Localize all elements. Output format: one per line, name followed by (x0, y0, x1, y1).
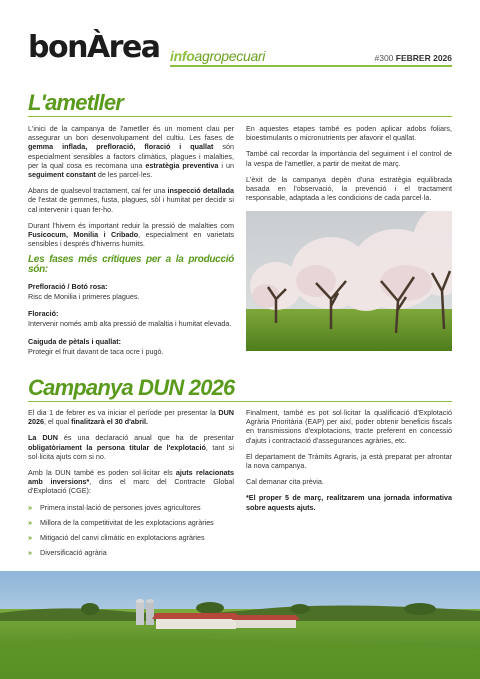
phase-title: Floració: (28, 309, 59, 319)
dun-right-column (246, 408, 452, 519)
section-title-dun: Campanya DUN 2026 (28, 375, 235, 400)
section-title-ametller: L'ametller (28, 90, 124, 115)
farm-photo (0, 571, 480, 679)
bonarea-logo: bonÀrea (28, 30, 160, 65)
page-header (0, 0, 480, 80)
header-rule (170, 65, 452, 67)
ametller-paragraph: L'inici de la campanya de l'ametller és un moment clau per assegurar un bon desenvolupament del cultiu. Les fases de gemma inflada, prefloració, floració i quallat són especialment sensibles a factors climàtics, plagues i malalties, per la qual cosa es recomana una estratègia preventiva i un seguiment constant de les parcel·les. (28, 124, 234, 180)
dun-paragraph: La DUN és una declaració anual que ha de presentar obligatòriament la persona titular de l'explotació, tant si sol·licita ajuts com si no. (28, 433, 234, 461)
ametller-paragraph: Durant l'hivern és important reduir la pressió de malalties com Fusicocum, Monilia i Cribado, especialment en varietats sensibles i després d'hiverns humits. (28, 220, 234, 249)
aid-list-item: » Diversificació agrària (28, 548, 234, 557)
section-rule (28, 116, 452, 117)
phase-title: Prefloració / Botó rosa: (28, 281, 108, 291)
section-rule-2 (28, 401, 452, 402)
dun-paragraph: Finalment, també es pot sol·licitar la qualificació d'Explotació Agrària Prioritària (EAP) per així, poder obtenir beneficis fiscals en transmissions d'explotacions, tracte preferent en concessió d'ajuts i contractació d'assegurances agràries, etc. (246, 408, 452, 445)
critical-phases-heading: Les fases més crítiques per a la producció són: (28, 254, 234, 275)
brand-suffix: agropecuari (194, 48, 266, 64)
aid-list-item: » Mitigació del canvi climàtic en explotacions agràries (28, 533, 234, 542)
issue-number: #300 (374, 53, 394, 63)
ametller-paragraph: En aquestes etapes també es poden aplicar adobs foliars, bioestimulants o micronutrients per afavorir el quallat. (246, 124, 452, 143)
ametller-paragraph: També cal recordar la importància del seguiment i el control de la vespa de l'ametller, a partir de meitat de març. (246, 149, 452, 168)
ametller-paragraph: Abans de qualsevol tractament, cal fer una inspecció detallada de l'estat de gemmes, fusta, plagues, sòl i humitat per decidir si cal intervenir i quan fer-ho. (28, 186, 234, 214)
newsletter-brand (170, 48, 265, 64)
aid-list-item: » Primera instal·lació de persones joves agricultores (28, 503, 234, 512)
ametller-left-column (28, 124, 234, 364)
dun-paragraph: Amb la DUN també es poden sol·licitar els ajuts relacionats amb inversions*, dins el marc del Contracte Global d'Explotació (CGE): (28, 468, 234, 496)
dun-paragraph: El dia 1 de febrer es va iniciar el període per presentar la DUN 2026, el qual finalitzarà el 30 d'abril. (28, 408, 234, 427)
issue-info (374, 53, 452, 63)
phase-title: Caiguda de pètals i quallat: (28, 336, 122, 346)
aid-list-item: » Millora de la competitivitat de les explotacions agràries (28, 518, 234, 527)
issue-date: FEBRER 2026 (395, 53, 452, 63)
phase-description: Intervenir només amb alta pressió de malaltia i humitat elevada. (28, 319, 232, 329)
phase-description: Risc de Monilia i primeres plagues. (28, 292, 140, 302)
dun-paragraph: Cal demanar cita prèvia. (246, 477, 324, 487)
brand-prefix: info (170, 48, 195, 64)
dun-paragraph: *El proper 5 de març, realitzarem una jornada informativa sobre aquests ajuts. (246, 493, 452, 512)
phase-description: Protegir el fruit davant de taca ocre i pugó. (28, 346, 164, 356)
dun-paragraph: El departament de Tràmits Agraris, ja està preparat per afrontar la nova campanya. (246, 451, 452, 471)
ametller-paragraph: L'èxit de la campanya depèn d'una estratègia equilibrada basada en l'observació, la prevenció i el tractament responsable, adaptada a les condicions de cada parcel·la. (246, 174, 452, 203)
ametller-right-column (246, 124, 452, 209)
almond-orchard-photo (246, 211, 452, 351)
dun-left-column (28, 408, 234, 563)
aid-list (28, 503, 234, 558)
